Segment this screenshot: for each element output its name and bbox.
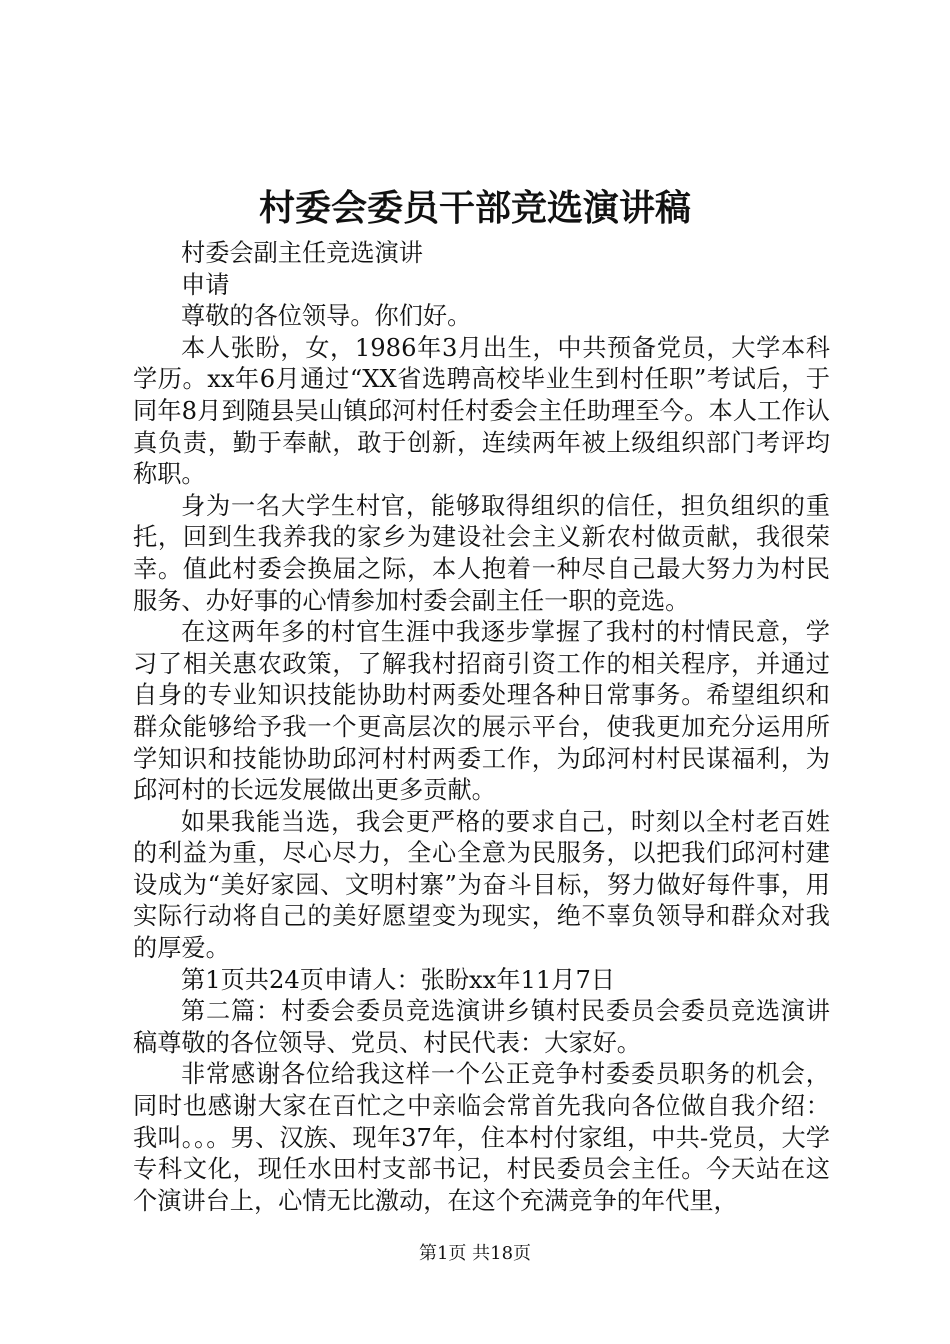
paragraph: 非常感谢各位给我这样一个公正竞争村委委员职务的机会，同时也感谢大家在百忙之中亲临会常首先我向各位做自我介绍：我叫。。。男、汉族、现年37年，住本村付家组，中共-党员，大学专科文化，现任水田村支部书记，村民委员会主任。今天站在这个演讲台上，心情无比激动，在这个充满竞争的年代里， [133, 1060, 830, 1215]
paragraph: 身为一名大学生村官，能够取得组织的信任，担负组织的重托，回到生我养我的家乡为建设社会主义新农村做贡献，我很荣幸。值此村委会换届之际，本人抱着一种尽自己最大努力为村民服务、办好事的心情参加村委会副主任一职的竞选。 [133, 491, 830, 615]
page-footer: 第1页 共18页 [418, 1243, 532, 1264]
paragraph: 本人张盼，女，1986年3月出生，中共预备党员，大学本科学历。xx年6月通过“XX省选聘高校毕业生到村任职”考试后，于同年8月到随县吴山镇邱河村任村委会主任助理至今。本人工作认真负责，勤于奉献，敢于创新，连续两年被上级组织部门考评均称职。 [133, 333, 830, 489]
paragraph: 申请 [181, 270, 230, 299]
paragraph: 如果我能当选，我会更严格的要求自己，时刻以全村老百姓的利益为重，尽心尽力，全心全意为民服务，以把我们邱河村建设成为“美好家园、文明村寨”为奋斗目标，努力做好每件事，用实际行动将自己的美好愿望变为现实，绝不辜负领导和群众对我的厚爱。 [133, 807, 830, 963]
paragraph: 在这两年多的村官生涯中我逐步掌握了我村的村情民意，学习了相关惠农政策，了解我村招商引资工作的相关程序，并通过自身的专业知识技能协助村两委处理各种日常事务。希望组织和群众能够给予我一个更高层次的展示平台，使我更加充分运用所学知识和技能协助邱河村村两委工作，为邱河村村民谋福利，为邱河村的长远发展做出更多贡献。 [133, 618, 830, 805]
paragraph: 尊敬的各位领导。你们好。 [181, 302, 472, 331]
paragraph: 第1页共24页申请人：张盼xx年11月7日 [181, 965, 616, 994]
paragraph: 村委会副主任竞选演讲 [181, 239, 423, 267]
document-body [133, 238, 830, 1217]
paragraph: 第二篇：村委会委员竞选演讲乡镇村民委员会委员竞选演讲稿尊敬的各位领导、党员、村民代表：大家好。 [133, 997, 830, 1057]
page-title: 村委会委员干部竞选演讲稿 [258, 187, 691, 229]
